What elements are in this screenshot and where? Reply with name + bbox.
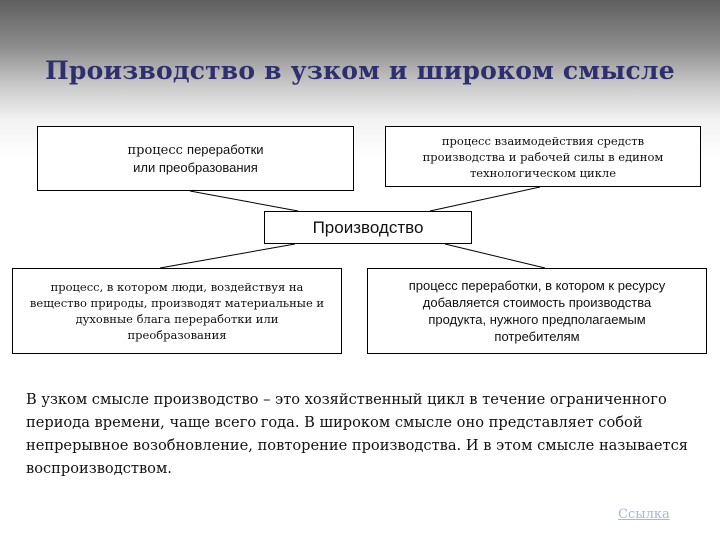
box-text-line: процесс взаимодействия средств: [441, 133, 645, 148]
definition-box-processing: [37, 126, 354, 191]
box-text-line: добавляется стоимость производства: [422, 295, 652, 310]
central-concept-box: Производство: [264, 211, 472, 244]
box-text-line: продукта, нужного предполагаемым: [428, 312, 646, 327]
box-text-line: производства и рабочей силы в едином: [422, 149, 664, 164]
box-text-line: технологическом цикле: [469, 165, 617, 180]
box-text-line: потребителям: [494, 329, 580, 344]
box-text-line: духовные блага переработки или: [75, 312, 279, 326]
connector-top-right: [430, 187, 540, 211]
definition-box-interaction: [385, 126, 701, 187]
box-text-line: переработки: [187, 142, 264, 157]
definition-box-people: [12, 268, 342, 354]
connector-bottom-right: [445, 244, 545, 268]
box-text-prefix: процесс: [127, 143, 188, 158]
box-text-line: процесс, в котором люди, воздействуя на: [50, 280, 304, 294]
connector-top-left: [190, 191, 298, 211]
box-text-line: или преобразования: [133, 160, 258, 175]
page-title: Производство в узком и широком смысле: [45, 56, 675, 85]
explanation-paragraph: В узком смысле производство – это хозяйственный цикл в течение ограниченного периода времени, чаще всего года. В широком смысле оно представляет собой непрерывное возобновление, повторение производства. И в этом смысле называется воспроизводством.: [26, 391, 688, 477]
reference-link[interactable]: Ссылка: [618, 507, 670, 522]
box-text-line: вещество природы, производят материальные и: [29, 296, 325, 310]
definition-box-value-added: [367, 268, 707, 354]
box-text-line: процесс переработки, в котором к ресурсу: [408, 278, 666, 293]
connector-bottom-left: [160, 244, 295, 268]
box-text-line: преобразования: [127, 328, 227, 342]
